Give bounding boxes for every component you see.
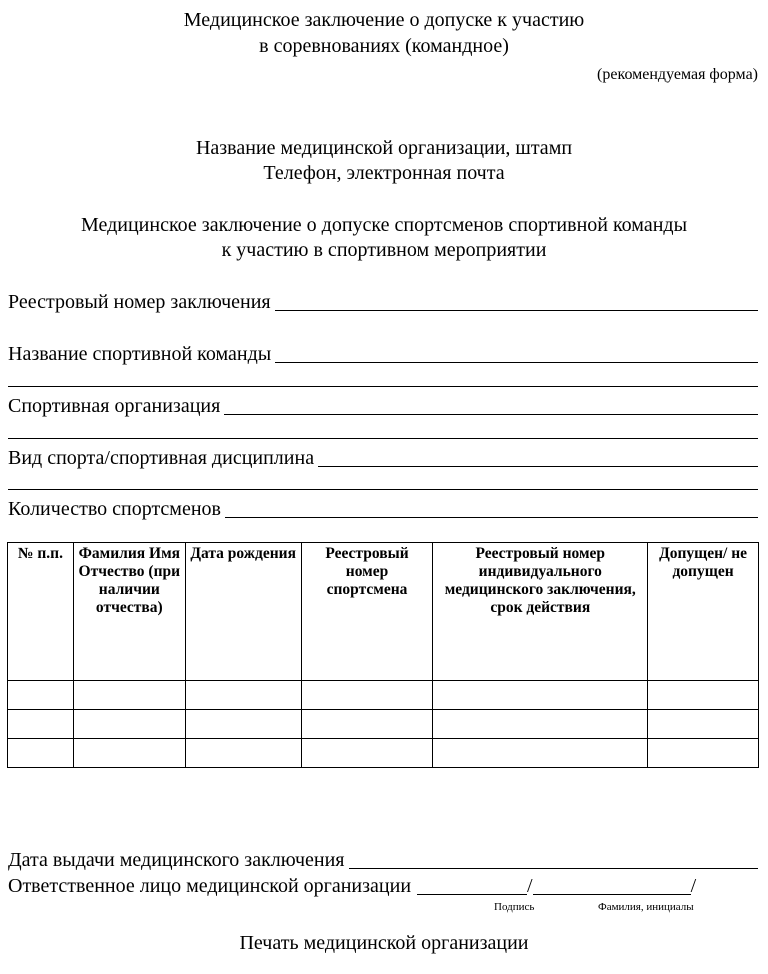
table-row xyxy=(8,739,759,768)
table-cell[interactable] xyxy=(648,681,759,710)
sport-organization-label: Спортивная организация xyxy=(8,395,221,417)
form-title-line1: Медицинское заключение о допуске к участию xyxy=(183,9,585,31)
sport-discipline-line[interactable] xyxy=(318,448,758,467)
table-cell[interactable] xyxy=(433,739,648,768)
signature-caption: Подпись xyxy=(494,901,535,913)
column-header-athlete-registry-number: Реестровый номер спортсмена xyxy=(301,543,433,681)
sport-discipline-label: Вид спорта/спортивная дисциплина xyxy=(8,447,315,469)
table-cell[interactable] xyxy=(73,710,185,739)
table-cell[interactable] xyxy=(8,739,74,768)
table-cell[interactable] xyxy=(185,739,301,768)
column-header-full-name: Фамилия Имя Отчество (при наличии отчества) xyxy=(73,543,185,681)
table-cell[interactable] xyxy=(8,681,74,710)
table-cell[interactable] xyxy=(301,681,433,710)
table-cell[interactable] xyxy=(185,681,301,710)
issue-date-line[interactable] xyxy=(349,850,759,869)
issue-date-field[interactable] xyxy=(8,848,758,872)
sport-organization-field[interactable] xyxy=(8,394,758,418)
team-name-line[interactable] xyxy=(275,344,758,363)
column-header-birth-date: Дата рождения xyxy=(185,543,301,681)
table-cell[interactable] xyxy=(73,681,185,710)
recommended-form-note: (рекомендуемая форма) xyxy=(597,66,758,83)
sport-discipline-extra-line[interactable] xyxy=(8,489,758,490)
sport-discipline-field[interactable] xyxy=(8,446,758,470)
table-cell[interactable] xyxy=(8,710,74,739)
table-row xyxy=(8,681,759,710)
sport-organization-extra-line[interactable] xyxy=(8,438,758,439)
team-name-label: Название спортивной команды xyxy=(8,343,272,365)
registry-number-line[interactable] xyxy=(275,292,758,311)
column-header-admission-status: Допущен/ не допущен xyxy=(648,543,759,681)
separator-slash-1: / xyxy=(527,875,533,897)
table-cell[interactable] xyxy=(185,710,301,739)
responsible-person-label: Ответственное лицо медицинской организации xyxy=(8,875,412,897)
table-cell[interactable] xyxy=(301,710,433,739)
team-name-extra-line[interactable] xyxy=(8,386,758,387)
organization-contacts: Телефон, электронная почта xyxy=(263,162,505,184)
document-title-line1: Медицинское заключение о допуске спортсменов спортивной команды xyxy=(80,214,688,236)
signature-line[interactable] xyxy=(417,876,527,895)
column-header-number: № п.п. xyxy=(8,543,74,681)
table-row xyxy=(8,710,759,739)
form-title-line2: в соревнованиях (командное) xyxy=(259,35,509,57)
athletes-count-field[interactable] xyxy=(8,497,758,521)
column-header-individual-certificate: Реестровый номер индивидуального медицинского заключения, срок действия xyxy=(433,543,648,681)
sport-organization-line[interactable] xyxy=(224,396,758,415)
team-name-field[interactable] xyxy=(8,342,758,366)
table-cell[interactable] xyxy=(648,710,759,739)
separator-slash-2: / xyxy=(690,875,697,897)
registry-number-label: Реестровый номер заключения xyxy=(8,291,271,313)
athletes-table xyxy=(7,542,759,768)
seal-label: Печать медицинской организации xyxy=(239,932,529,954)
athletes-count-line[interactable] xyxy=(225,499,758,518)
name-initials-line[interactable] xyxy=(533,876,691,895)
table-cell[interactable] xyxy=(648,739,759,768)
table-cell[interactable] xyxy=(433,681,648,710)
table-header-row xyxy=(8,543,759,681)
athletes-count-label: Количество спортсменов xyxy=(8,498,221,520)
registry-number-field[interactable] xyxy=(8,290,758,314)
name-initials-caption: Фамилия, инициалы xyxy=(598,901,694,913)
organization-name-stamp: Название медицинской организации, штамп xyxy=(195,137,573,159)
table-cell[interactable] xyxy=(433,710,648,739)
table-cell[interactable] xyxy=(301,739,433,768)
table-cell[interactable] xyxy=(73,739,185,768)
responsible-person-row xyxy=(8,874,758,898)
issue-date-label: Дата выдачи медицинского заключения xyxy=(8,849,345,871)
document-title-line2: к участию в спортивном мероприятии xyxy=(221,239,547,261)
